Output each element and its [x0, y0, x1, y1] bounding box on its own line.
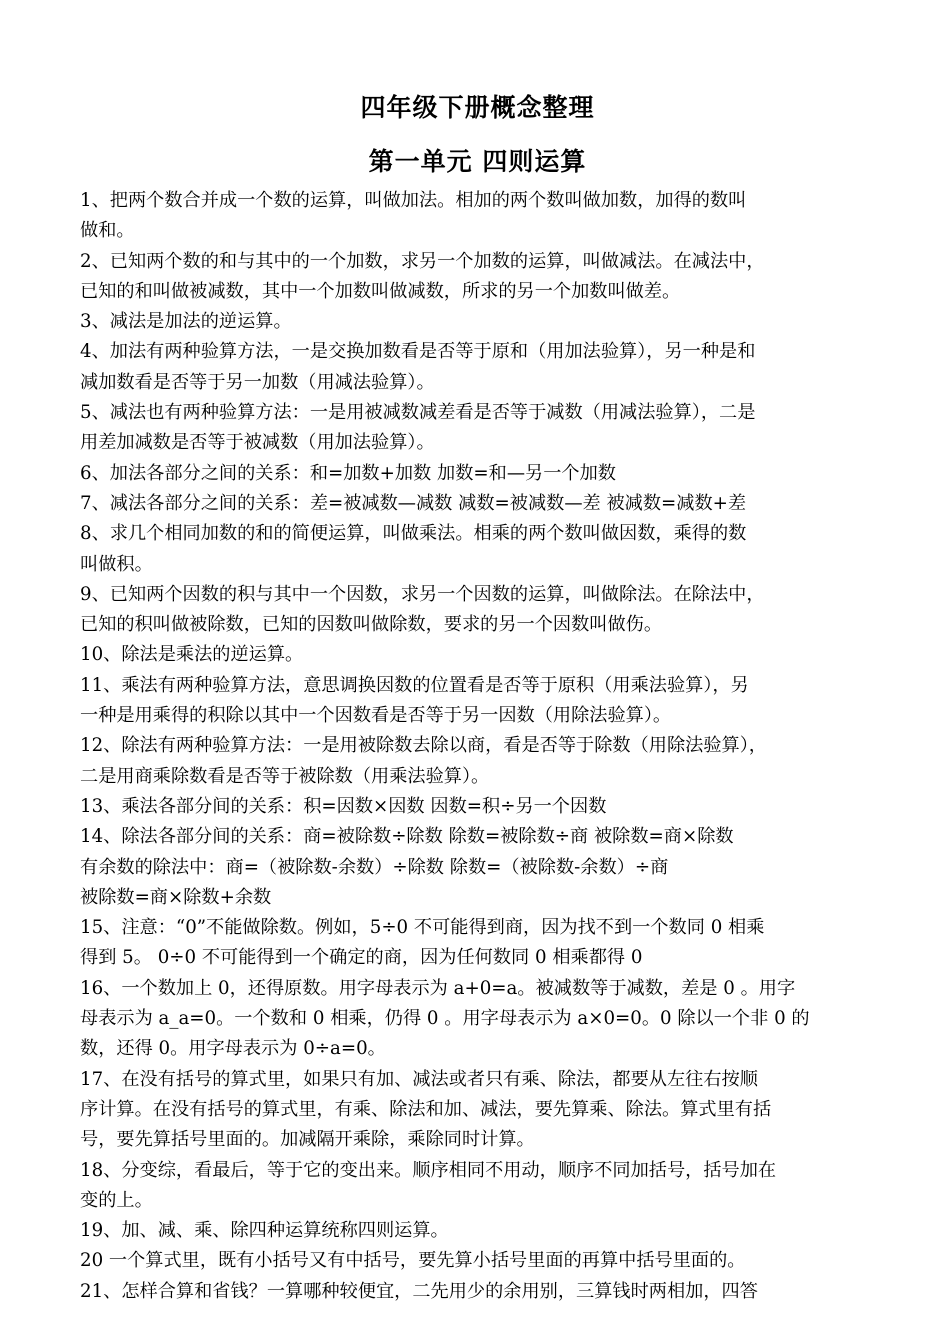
- concept-item: [80, 580, 875, 641]
- concept-item: [80, 186, 875, 247]
- concept-item: [80, 1216, 875, 1246]
- concept-item-line: 母表示为 a_a=0。一个数和 0 相乘，仍得 0 。用字母表示为 a×0=0。0 除以一个非 0 的: [80, 1008, 810, 1030]
- concept-item-line: 15、注意：“0”不能做除数。例如，5÷0 不可能得到商，因为找不到一个数同 0 相乘: [80, 917, 765, 939]
- concept-item-line: 14、除法各部分间的关系：商=被除数÷除数 除数=被除数÷商 被除数=商×除数: [80, 826, 734, 848]
- concept-item: [80, 489, 875, 519]
- concept-item-line: 20 一个算式里，既有小括号又有中括号，要先算小括号里面的再算中括号里面的。: [80, 1250, 746, 1272]
- concept-item-line: 1、把两个数合并成一个数的运算，叫做加法。相加的两个数叫做加数，加得的数叫: [80, 190, 747, 211]
- concept-item-line: 得到 5。 0÷0 不可能得到一个确定的商，因为任何数同 0 相乘都得 0: [80, 947, 643, 969]
- concept-item-line: 有余数的除法中：商=（被除数-余数）÷除数 除数=（被除数-余数）÷商: [80, 856, 669, 878]
- concept-item-line: 13、乘法各部分间的关系：积=因数×因数 因数=积÷另一个因数: [80, 795, 607, 817]
- concept-item: [80, 1246, 875, 1276]
- concept-item: [80, 247, 875, 308]
- concept-item-line: 7、减法各部分之间的关系：差=被减数—减数 减数=被减数—差 被减数=减数+差: [80, 492, 747, 514]
- document-page: [80, 88, 875, 1307]
- concept-item-line: 18、分变综，看最后，等于它的变出来。顺序相同不用动，顺序不同加括号，括号加在: [80, 1159, 777, 1181]
- concept-item-line: 被除数=商×除数+余数: [80, 886, 272, 908]
- concept-item: [80, 1156, 875, 1217]
- concept-item-line: 二是用商乘除数看是否等于被除数（用乘法验算）。: [80, 765, 490, 787]
- concept-item-line: 19、加、减、乘、除四种运算统称四则运算。: [80, 1220, 449, 1242]
- concept-item-line: 变的上。: [80, 1189, 153, 1211]
- concept-item-line: 6、加法各部分之间的关系：和=加数+加数 加数=和—另一个加数: [80, 462, 616, 484]
- concept-item: [80, 640, 875, 670]
- concept-item-line: 已知的和叫做被减数，其中一个加数叫做减数，所求的另一个加数叫做差。: [80, 280, 681, 302]
- concept-item: [80, 731, 875, 792]
- concept-item-line: 2、已知两个数的和与其中的一个加数，求另一个加数的运算，叫做减法。在减法中，: [80, 250, 765, 272]
- concept-item-line: 已知的积叫做被除数，已知的因数叫做除数，要求的另一个因数叫做伤。: [80, 614, 663, 636]
- concept-item-line: 一种是用乘得的积除以其中一个因数看是否等于另一因数（用除法验算）。: [80, 705, 672, 727]
- concept-item-line: 号，要先算括号里面的。加减隔开乘除，乘除同时计算。: [80, 1129, 535, 1151]
- concept-item: [80, 671, 875, 732]
- concept-item-line: 8、求几个相同加数的和的简便运算，叫做乘法。相乘的两个数叫做因数，乘得的数: [80, 523, 747, 545]
- concept-item-line: 用差加减数是否等于被减数（用加法验算）。: [80, 432, 435, 454]
- unit-title: 第一单元 四则运算: [368, 147, 587, 176]
- concept-item: [80, 974, 875, 1065]
- concept-item-line: 17、在没有括号的算式里，如果只有加、减法或者只有乘、除法，都要从左往右按顺: [80, 1068, 758, 1090]
- concept-item: [80, 822, 875, 913]
- concept-item-line: 4、加法有两种验算方法，一是交换加数看是否等于原和（用加法验算），另一种是和: [80, 341, 756, 363]
- concept-item: [80, 1065, 875, 1156]
- concept-item-line: 16、一个数加上 0，还得原数。用字母表示为 a+0=a。被减数等于减数，差是 0 。用字: [80, 977, 796, 999]
- concept-item-line: 5、减法也有两种验算方法：一是用被减数减差看是否等于减数（用减法验算），二是: [80, 402, 756, 424]
- concept-item: [80, 792, 875, 822]
- concept-item-line: 数，还得 0。用字母表示为 0÷a=0。: [80, 1038, 386, 1060]
- concept-item: [80, 337, 875, 398]
- concept-item-line: 12、除法有两种验算方法：一是用被除数去除以商，看是否等于除数（用除法验算），: [80, 735, 767, 757]
- concept-item-line: 9、已知两个因数的积与其中一个因数，求另一个因数的运算，叫做除法。在除法中，: [80, 583, 765, 605]
- concept-item-line: 21、怎样合算和省钱？一算哪种较便宜，二先用少的余用别，三算钱时两相加，四答: [80, 1280, 758, 1302]
- document-title: 四年级下册概念整理: [360, 93, 595, 122]
- concept-item-line: 做和。: [80, 220, 135, 242]
- concept-item-line: 11、乘法有两种验算方法，意思调换因数的位置看是否等于原积（用乘法验算），另: [80, 674, 749, 696]
- concept-item: [80, 1277, 875, 1307]
- concept-item-line: 10、除法是乘法的逆运算。: [80, 644, 304, 666]
- concept-item-line: 减加数看是否等于另一加数（用减法验算）。: [80, 371, 435, 393]
- concept-item-line: 叫做积。: [80, 553, 153, 575]
- concept-item: [80, 398, 875, 459]
- concept-item: [80, 913, 875, 974]
- concept-item-line: 序计算。在没有括号的算式里，有乘、除法和加、减法，要先算乘、除法。算式里有括: [80, 1098, 772, 1120]
- concept-item-line: 3、减法是加法的逆运算。: [80, 311, 292, 333]
- concept-item: [80, 459, 875, 489]
- concept-list: [80, 186, 875, 1307]
- concept-item: [80, 307, 875, 337]
- concept-item: [80, 519, 875, 580]
